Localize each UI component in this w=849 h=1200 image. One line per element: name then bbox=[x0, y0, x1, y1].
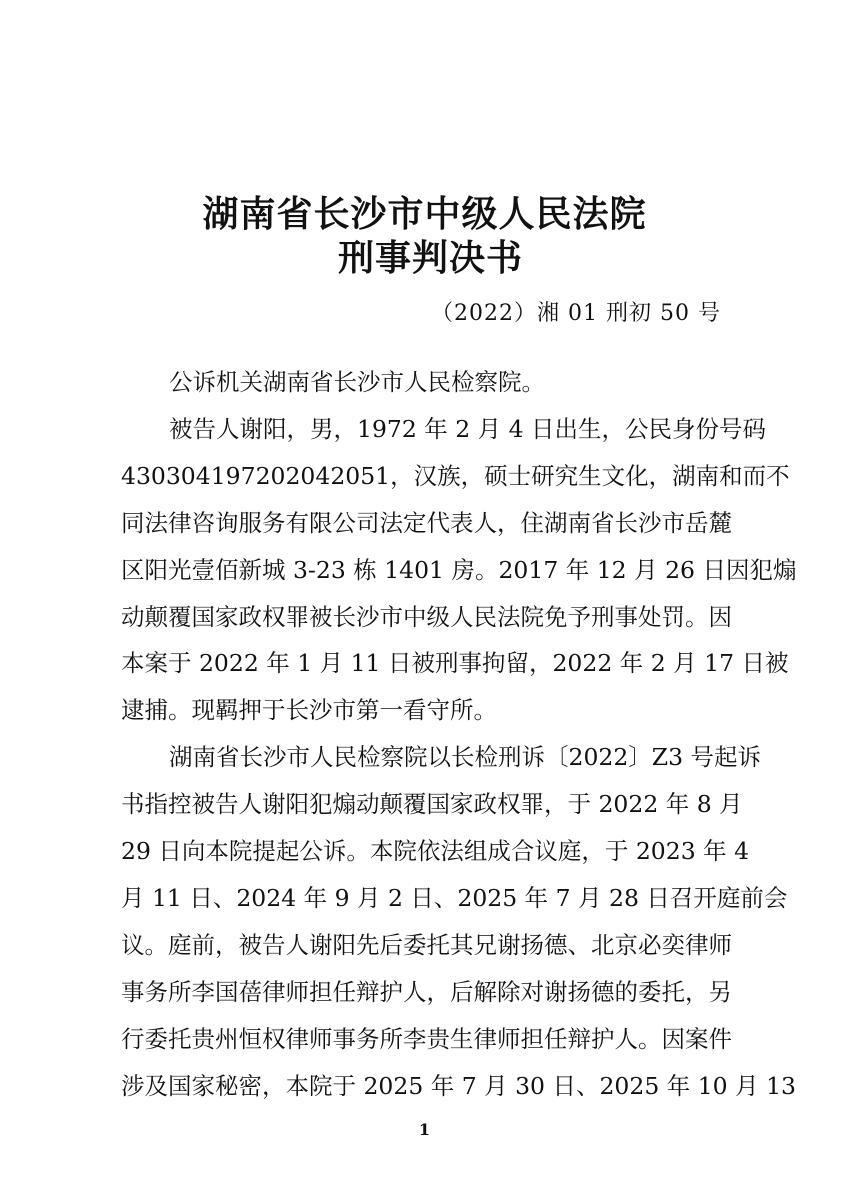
page-number: 1 bbox=[418, 1120, 431, 1139]
paragraph-line: 涉及国家秘密，本院于 2025 年 7 月 30 日、2025 年 10 月 13 bbox=[121, 1072, 796, 1100]
paragraph-line: 行委托贵州恒权律师事务所李贵生律师担任辩护人。因案件 bbox=[121, 1025, 732, 1053]
paragraph-line: 动颠覆国家政权罪被长沙市中级人民法院免予刑事处罚。因 bbox=[121, 603, 732, 631]
court-name-title: 湖南省长沙市中级人民法院 bbox=[202, 193, 647, 235]
paragraph-line: 事务所李国蓓律师担任辩护人，后解除对谢扬德的委托，另 bbox=[121, 978, 732, 1006]
paragraph-line: 同法律咨询服务有限公司法定代表人，住湖南省长沙市岳麓 bbox=[121, 509, 732, 537]
judgment-type-title: 刑事判决书 bbox=[337, 237, 523, 279]
paragraph-line: 区阳光壹佰新城 3-23 栋 1401 房。2017 年 12 月 26 日因犯煽 bbox=[121, 556, 797, 584]
paragraph-line: 公诉机关湖南省长沙市人民检察院。 bbox=[169, 368, 545, 396]
paragraph-line: 29 日向本院提起公诉。本院依法组成合议庭，于 2023 年 4 bbox=[121, 837, 750, 865]
paragraph-line: 430304197202042051，汉族，硕士研究生文化，湖南和而不 bbox=[121, 462, 790, 490]
paragraph-line: 书指控被告人谢阳犯煽动颠覆国家政权罪，于 2022 年 8 月 bbox=[121, 790, 743, 818]
paragraph-line: 议。庭前，被告人谢阳先后委托其兄谢扬德、北京必奕律师 bbox=[121, 931, 732, 959]
paragraph-line: 逮捕。现羁押于长沙市第一看守所。 bbox=[121, 696, 497, 724]
paragraph-line: 湖南省长沙市人民检察院以长检刑诉〔2022〕Z3 号起诉 bbox=[169, 743, 762, 771]
paragraph-line: 月 11 日、2024 年 9 月 2 日、2025 年 7 月 28 日召开庭前会 bbox=[121, 884, 788, 912]
paragraph-line: 被告人谢阳，男，1972 年 2 月 4 日出生，公民身份号码 bbox=[169, 415, 767, 443]
case-number: （2022）湘 01 刑初 50 号 bbox=[431, 301, 721, 326]
paragraph-line: 本案于 2022 年 1 月 11 日被刑事拘留，2022 年 2 月 17 日被 bbox=[121, 649, 789, 677]
